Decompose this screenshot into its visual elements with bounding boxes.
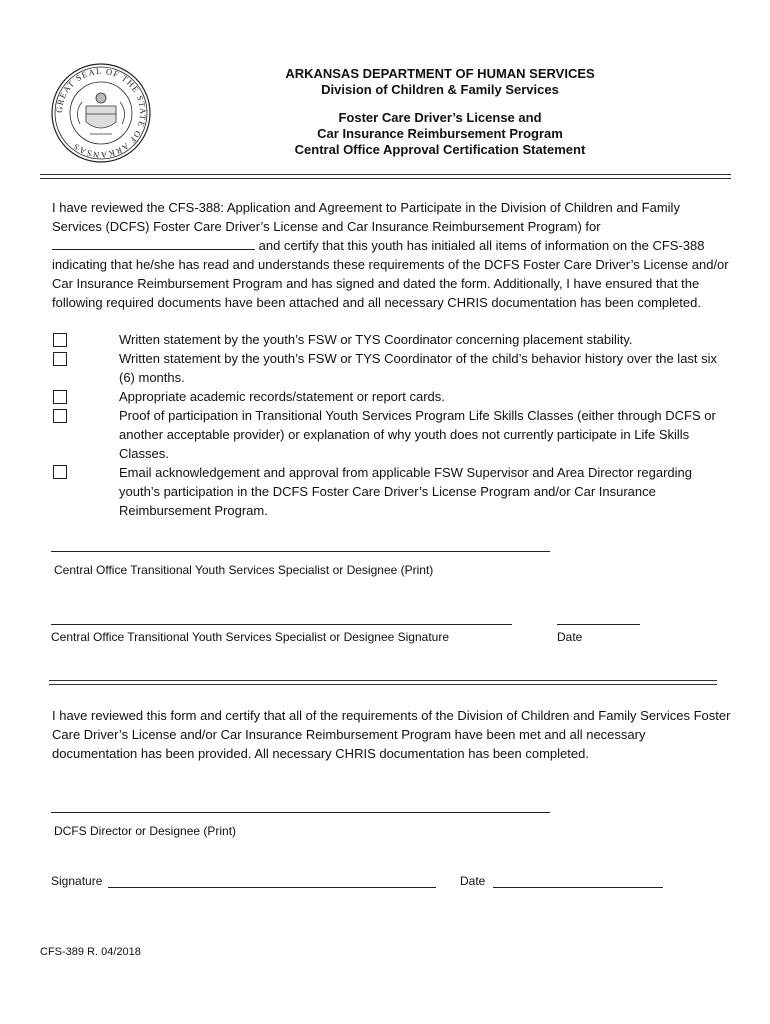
checklist-item: Email acknowledgement and approval from applicable FSW Supervisor and Area Director regarding youth’s participation in the DCFS Foster Care Driver’s License Program and/or Car Insurance Reimbursement Program. <box>119 465 693 518</box>
director-date-field[interactable] <box>493 887 663 888</box>
specialist-signature-field[interactable] <box>51 624 512 625</box>
checklist-item: Appropriate academic records/statement or report cards. <box>119 389 445 404</box>
svg-text:GREAT SEAL OF THE STATE OF ARK: GREAT SEAL OF THE STATE OF ARKANSAS <box>53 65 149 161</box>
section-divider <box>49 680 717 681</box>
agency-name: ARKANSAS DEPARTMENT OF HUMAN SERVICES <box>285 66 595 81</box>
director-print-field[interactable] <box>51 812 550 813</box>
specialist-date-label: Date <box>557 630 583 644</box>
director-date-label: Date <box>460 874 486 888</box>
checkbox-placement-stability[interactable] <box>53 333 67 347</box>
form-title-line3: Central Office Approval Certification Statement <box>294 142 586 157</box>
youth-name-field[interactable] <box>52 236 255 250</box>
seal-icon <box>50 62 152 164</box>
specialist-date-field[interactable] <box>557 624 640 625</box>
intro-text-2: and certify that this youth has initialed all items of information on the CFS-388 indicating that he/she has read and understands these requirements of the DCFS Foster Care Driver’s License and/or Car Insurance Reimbursement Program and has signed and dated the form. Additionally, I have ensured that the following required documents have been attached and all necessary CHRIS documentation has been completed. <box>52 238 729 310</box>
checkbox-behavior-history[interactable] <box>53 352 67 366</box>
checklist-item: Written statement by the youth’s FSW or TYS Coordinator of the child’s behavior history over the last six (6) months. <box>119 351 718 385</box>
director-signature-label: Signature <box>51 874 103 888</box>
form-title-line1: Foster Care Driver’s License and <box>338 110 542 125</box>
section-divider <box>40 178 731 179</box>
intro-text-1: I have reviewed the CFS-388: Application and Agreement to Participate in the Division of Children and Family Services (DCFS) Foster Care Driver’s License and Car Insurance Reimbursement Program) for <box>52 200 680 234</box>
specialist-print-field[interactable] <box>51 551 550 552</box>
form-id: CFS-389 R. 04/2018 <box>40 946 141 958</box>
director-print-label: DCFS Director or Designee (Print) <box>54 824 237 838</box>
checklist-item: Written statement by the youth’s FSW or TYS Coordinator concerning placement stability. <box>119 332 633 347</box>
specialist-print-label: Central Office Transitional Youth Services Specialist or Designee (Print) <box>54 563 434 577</box>
certification-paragraph <box>52 198 730 312</box>
state-seal <box>50 62 152 164</box>
section-divider <box>40 174 731 175</box>
checkbox-academic-records[interactable] <box>53 390 67 404</box>
division-name: Division of Children & Family Services <box>321 82 559 97</box>
checkbox-email-acknowledgement[interactable] <box>53 465 67 479</box>
checkbox-life-skills[interactable] <box>53 409 67 423</box>
specialist-signature-label: Central Office Transitional Youth Services Specialist or Designee Signature <box>51 630 449 644</box>
section-divider <box>49 684 717 685</box>
director-certification-paragraph: I have reviewed this form and certify that all of the requirements of the Division of Children and Family Services Foster Care Driver’s License and/or Car Insurance Reimbursement Program have been met and all necessary documentation has been provided. All necessary CHRIS documentation has been completed. <box>52 708 731 761</box>
form-title-line2: Car Insurance Reimbursement Program <box>317 126 563 141</box>
checklist-item: Proof of participation in Transitional Youth Services Program Life Skills Classes (either through DCFS or another acceptable provider) or explanation of why youth does not currently participate in Life Skills Classes. <box>119 408 716 461</box>
director-signature-field[interactable] <box>108 887 436 888</box>
